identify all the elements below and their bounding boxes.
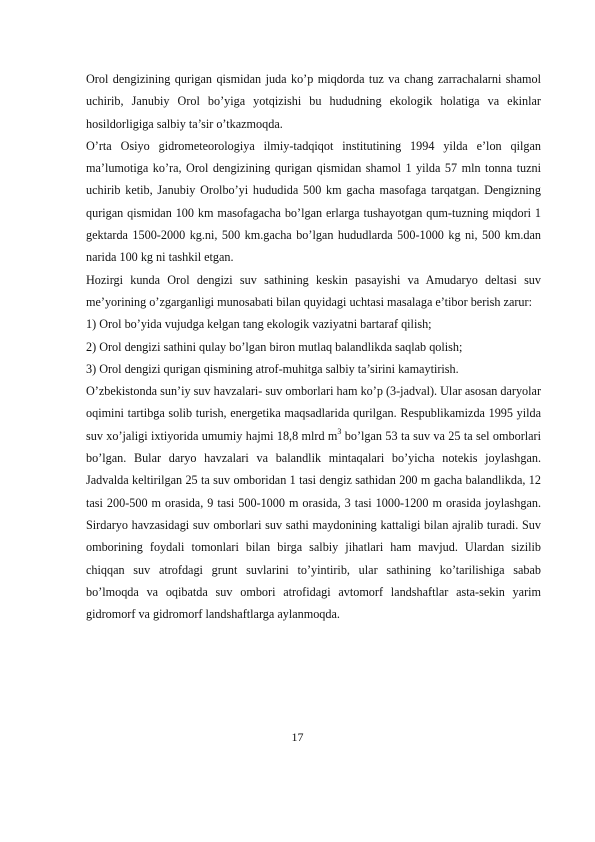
cubic-superscript: 3	[337, 426, 342, 436]
document-body	[86, 68, 541, 625]
list-item-1: 1) Orol bo’yida vujudga kelgan tang ekologik vaziyatni bartaraf qilish;	[86, 317, 432, 332]
page-number: 17	[291, 730, 304, 744]
paragraph-aral-dust: Orol dengizining qurigan qismidan juda ko’p miqdorda tuz va chang zarrachalarni shamol uchirib, Janubiy Orol bo’yiga yotqizishi bu hududning ekologik holatiga va ekinlar hosildorligiga salbiy ta’sir o’tkazmoqda.	[86, 72, 541, 131]
list-item-3: 3) Orol dengizi qurigan qismining atrof-muhitga salbiy ta’sirini kamaytirish.	[86, 361, 459, 376]
reservoirs-text-part-2: bo’lgan 53 ta suv va 25 ta sel omborlari bo’lgan. Bular daryo havzalari va balandlik mintaqalari bo’yicha notekis joylashgan. Jadvalda keltirilgan 25 ta suv omboridan 1 tasi dengiz sathidan 200 m gacha balandlikda, 12 tasi 200-500 m orasida, 9 tasi 500-1000 m orasida, 3 tasi 1000-1200 m orasida joylashgan. Sirdaryo havzasidagi suv omborlari suv sathi maydonining kattaligi bilan ajralib turadi. Suv omborining foydali tomonlari bilan birga salbiy jihatlari ham mavjud. Ulardan sizilib chiqqan suv atrofdagi grunt suvlarini to’yintirib, ular sathining ko’tarilishiga sabab bo’lmoqda va oqibatda suv ombori atrofidagi avtomorf landshaftlar asta-sekin yarim gidromorf va gidromorf landshaftlarga aylanmoqda.	[86, 428, 541, 622]
paragraph-reservoirs	[86, 380, 541, 625]
list-item-2: 2) Orol dengizi sathini qulay bo’lgan biron mutlaq balandlikda saqlab qolish;	[86, 339, 463, 354]
paragraph-current-issues: Hozirgi kunda Orol dengizi suv sathining keskin pasayishi va Amudaryo deltasi suv me’yorining o’zgarganligi munosabati bilan quyidagi uchtasi masalaga e’tibor berish zarur:	[86, 272, 541, 309]
paragraph-institute-data: O’rta Osiyo gidrometeorologiya ilmiy-tadqiqot institutining 1994 yilda e’lon qilgan ma’lumotiga ko’ra, Orol dengizining qurigan qismidan shamol 1 yilda 57 mln tonna tuzni uchirib ketib, Janubiy Orolbo’yi hududida 500 km gacha masofaga tarqatgan. Dengizning qurigan qismidan 100 km masofagacha bo’lgan erlarga tushayotgan qum-tuzning miqdori 1 gektarda 1500-2000 kg.ni, 500 km.gacha bo’lgan hududlarda 500-1000 kg ni, 500 km.dan narida 100 kg ni tashkil etgan.	[86, 138, 541, 265]
reservoirs-text-part-1: O’zbekistonda sun’iy suv havzalari- suv omborlari ham ko’p (3-jadval). Ular asosan daryolar oqimini tartibga solib turish, energetika maqsadlarida qurilgan. Respublikamizda 1995 yilda suv xo’jaligi ixtiyorida umumiy hajmi 18,8 mlrd m	[86, 384, 541, 443]
